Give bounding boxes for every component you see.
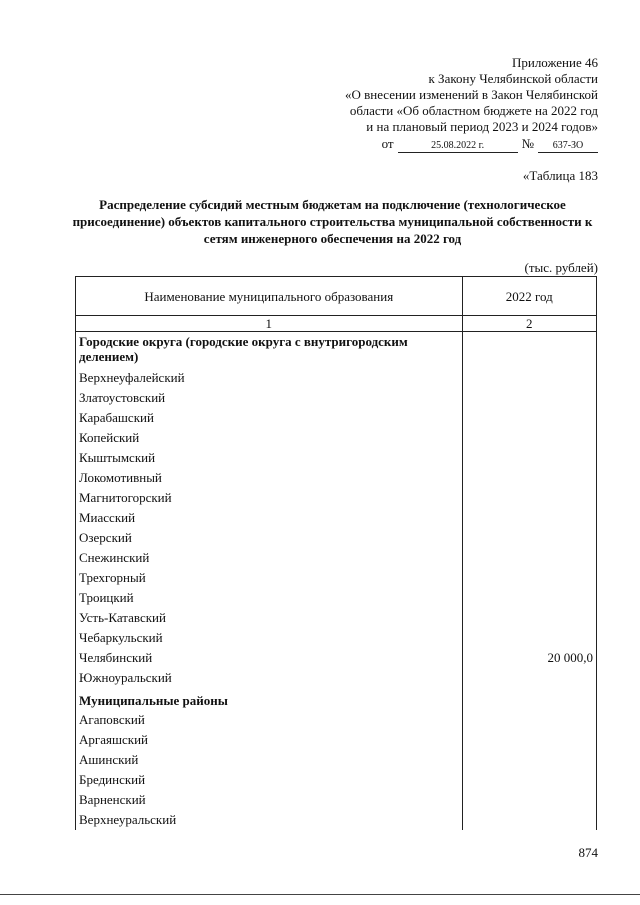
group-name: Муниципальные районы (76, 688, 463, 710)
subsidy-value (462, 608, 596, 628)
municipality-name: Южноуральский (76, 668, 463, 688)
municipality-name: Троицкий (76, 588, 463, 608)
municipality-name: Озерский (76, 528, 463, 548)
municipality-name: Миасский (76, 508, 463, 528)
document-title: Распределение субсидий местным бюджетам на подключение (технологическое присоединение) объектов капитального строительства муниципальной собственности к сетям инженерного обеспечения на 2022 год (72, 197, 593, 246)
appendix-line-1: Приложение 46 (511, 55, 598, 70)
subsidy-value (462, 508, 596, 528)
header-year: 2022 год (462, 277, 596, 316)
subsidy-value (462, 688, 596, 710)
municipality-name: Чебаркульский (76, 628, 463, 648)
subsidy-value (462, 428, 596, 448)
table-row (76, 448, 597, 468)
group-name: Городские округа (городские округа с внутригородским делением) (76, 332, 463, 369)
municipality-name: Челябинский (76, 648, 463, 668)
municipality-name: Усть-Катавский (76, 608, 463, 628)
table-row (76, 568, 597, 588)
table-row (76, 428, 597, 448)
municipality-name: Снежинский (76, 548, 463, 568)
subsidy-value (462, 710, 596, 730)
appendix-block (268, 55, 598, 153)
page-number: 874 (578, 845, 598, 860)
subsidy-value (462, 448, 596, 468)
table-row (76, 668, 597, 688)
table-row (76, 648, 597, 668)
subsidy-value (462, 810, 596, 830)
subsidy-value (462, 668, 596, 688)
table-row (76, 368, 597, 388)
municipality-name: Кыштымский (76, 448, 463, 468)
municipality-name: Карабашский (76, 408, 463, 428)
law-date: 25.08.2022 г. (398, 140, 518, 153)
table-group-row (76, 332, 597, 369)
bottom-rule (0, 894, 640, 895)
appendix-line-4: области «Об областном бюджете на 2022 год (349, 103, 598, 118)
subsidy-value (462, 488, 596, 508)
municipality-name: Верхнеуфалейский (76, 368, 463, 388)
law-date-number (268, 136, 598, 153)
subsidy-value (462, 568, 596, 588)
appendix-line-3: «О внесении изменений в Закон Челябинской (344, 87, 598, 102)
column-index-1: 1 (76, 316, 463, 332)
subsidy-value (462, 468, 596, 488)
table-row (76, 488, 597, 508)
table-row (76, 548, 597, 568)
subsidy-value (462, 628, 596, 648)
table-row (76, 588, 597, 608)
subsidy-value (462, 548, 596, 568)
appendix-line-5: и на плановый период 2023 и 2024 годов» (366, 119, 598, 134)
subsidy-value (462, 770, 596, 790)
municipality-name: Локомотивный (76, 468, 463, 488)
municipality-name: Копейский (76, 428, 463, 448)
table-row (76, 528, 597, 548)
municipality-name: Верхнеуральский (76, 810, 463, 830)
table-row (76, 608, 597, 628)
table-row (76, 730, 597, 750)
table-body (76, 332, 597, 831)
table-row (76, 770, 597, 790)
subsidy-value (462, 750, 596, 770)
municipality-name: Аргаяшский (76, 730, 463, 750)
table-row (76, 508, 597, 528)
law-number: 637-ЗО (538, 140, 598, 153)
municipality-name: Златоустовский (76, 388, 463, 408)
municipality-name: Агаповский (76, 710, 463, 730)
table-row (76, 790, 597, 810)
table-row (76, 628, 597, 648)
subsidy-value (462, 730, 596, 750)
number-label: № (521, 136, 534, 151)
appendix-line-2: к Закону Челябинской области (428, 71, 598, 86)
subsidy-value (462, 528, 596, 548)
subsidy-value (462, 368, 596, 388)
municipality-name: Трехгорный (76, 568, 463, 588)
subsidy-value (462, 790, 596, 810)
table-row (76, 468, 597, 488)
table-reference: «Таблица 183 (522, 168, 598, 183)
subsidy-value (462, 588, 596, 608)
municipality-name: Брединский (76, 770, 463, 790)
table-row (76, 750, 597, 770)
municipality-name: Варненский (76, 790, 463, 810)
subsidy-value (462, 388, 596, 408)
units-label: (тыс. рублей) (524, 260, 598, 275)
municipality-name: Ашинский (76, 750, 463, 770)
table-row (76, 408, 597, 428)
table-group-row (76, 688, 597, 710)
table-row (76, 710, 597, 730)
header-municipality: Наименование муниципального образования (76, 277, 463, 316)
subsidy-value: 20 000,0 (462, 648, 596, 668)
subsidy-value (462, 332, 596, 369)
subsidy-value (462, 408, 596, 428)
table-row (76, 810, 597, 830)
table-row (76, 388, 597, 408)
from-label: от (381, 136, 394, 151)
municipality-name: Магнитогорский (76, 488, 463, 508)
subsidy-table (75, 276, 597, 830)
column-index-2: 2 (462, 316, 596, 332)
